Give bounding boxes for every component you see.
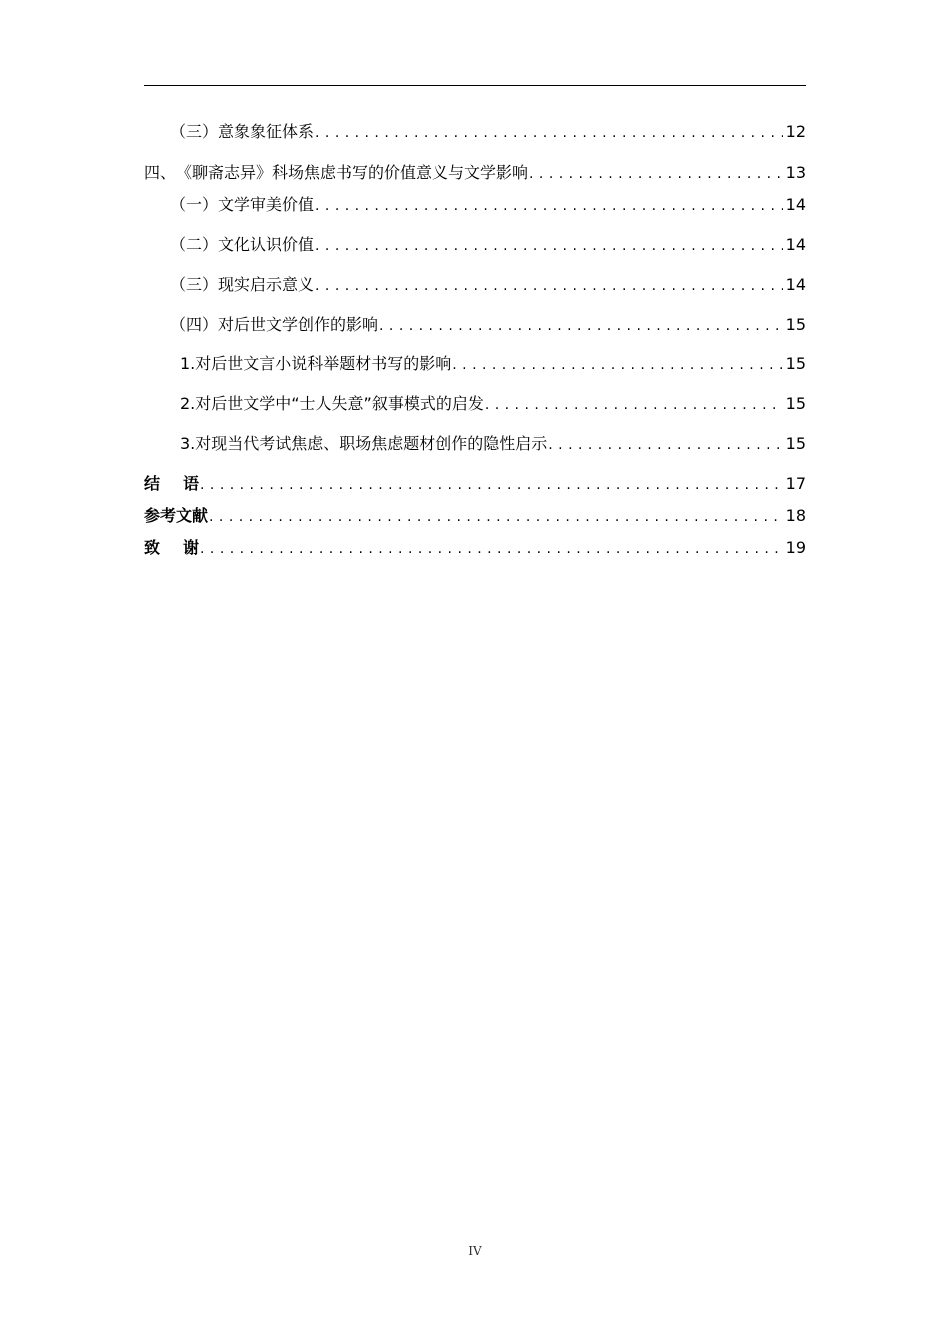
toc-entry-label: 对后世文学创作的影响 xyxy=(218,315,379,334)
page-number: IV xyxy=(468,1244,482,1258)
toc-entry[interactable] xyxy=(180,433,806,456)
toc-entry-number: 1. xyxy=(180,354,196,373)
toc-entry-number: （三） xyxy=(170,275,219,294)
toc-entry[interactable] xyxy=(144,162,806,185)
toc-entry-label: 对现当代考试焦虑、职场焦虑题材创作的隐性启示 xyxy=(195,434,548,453)
toc-entry-page: 17 xyxy=(785,474,806,493)
toc-entry-number: 2. xyxy=(180,394,196,413)
toc-entry-conclusion[interactable] xyxy=(144,473,806,496)
toc-entry[interactable] xyxy=(170,274,806,297)
toc-entry-page: 15 xyxy=(785,434,806,453)
toc-entry-number: （三） xyxy=(170,122,219,141)
toc-entry[interactable] xyxy=(170,314,806,337)
toc-dot-leader xyxy=(200,474,783,496)
toc-entry-label: 《聊斋志异》科场焦虑书写的价值意义与文学影响 xyxy=(176,163,529,182)
toc-entry-page: 15 xyxy=(785,394,806,413)
toc-entry-page: 14 xyxy=(785,195,806,214)
toc-entry[interactable] xyxy=(170,194,806,217)
toc-entry-page: 15 xyxy=(785,315,806,334)
toc-dot-leader xyxy=(200,538,783,560)
toc-dot-leader xyxy=(485,394,783,416)
toc-entry-page: 19 xyxy=(785,538,806,557)
toc-dot-leader xyxy=(315,195,783,217)
toc-entry-number: 四、 xyxy=(144,163,177,182)
toc-entry[interactable] xyxy=(170,234,806,257)
toc-dot-leader xyxy=(315,235,783,257)
toc-entry-acknowledgements[interactable] xyxy=(144,537,806,560)
toc-entry-number: （一） xyxy=(170,195,219,214)
toc-dot-leader xyxy=(529,163,783,185)
toc-entry-page: 13 xyxy=(785,163,806,182)
toc-entry-page: 18 xyxy=(785,506,806,525)
table-of-contents xyxy=(0,0,950,600)
toc-entry-number: （二） xyxy=(170,235,219,254)
toc-entry-label: 对后世文言小说科举题材书写的影响 xyxy=(195,354,452,373)
toc-dot-leader xyxy=(209,506,783,528)
toc-dot-leader xyxy=(452,354,782,376)
toc-entry-label: 文学审美价值 xyxy=(218,195,315,214)
toc-entry[interactable] xyxy=(180,393,806,416)
toc-entry-references[interactable] xyxy=(144,505,806,528)
toc-entry-number: （四） xyxy=(170,315,219,334)
toc-entry-label: 意象象征体系 xyxy=(218,122,315,141)
toc-entry-page: 12 xyxy=(785,122,806,141)
toc-entry-label: 对后世文学中“士人失意”叙事模式的启发 xyxy=(195,394,484,413)
toc-entry[interactable] xyxy=(180,353,806,376)
toc-dot-leader xyxy=(379,315,783,337)
toc-dot-leader xyxy=(548,434,782,456)
toc-entry-label: 参考文献 xyxy=(144,506,209,525)
toc-entry-label: 文化认识价值 xyxy=(218,235,315,254)
toc-dot-leader xyxy=(315,122,783,144)
toc-entry-page: 14 xyxy=(785,235,806,254)
toc-entry-label: 现实启示意义 xyxy=(218,275,315,294)
toc-entry-label: 结 语 xyxy=(144,474,200,493)
toc-entry-page: 14 xyxy=(785,275,806,294)
toc-entry[interactable] xyxy=(170,121,806,144)
toc-entry-number: 3. xyxy=(180,434,196,453)
toc-entry-page: 15 xyxy=(785,354,806,373)
toc-entry-label: 致 谢 xyxy=(144,538,200,557)
toc-dot-leader xyxy=(315,275,783,297)
